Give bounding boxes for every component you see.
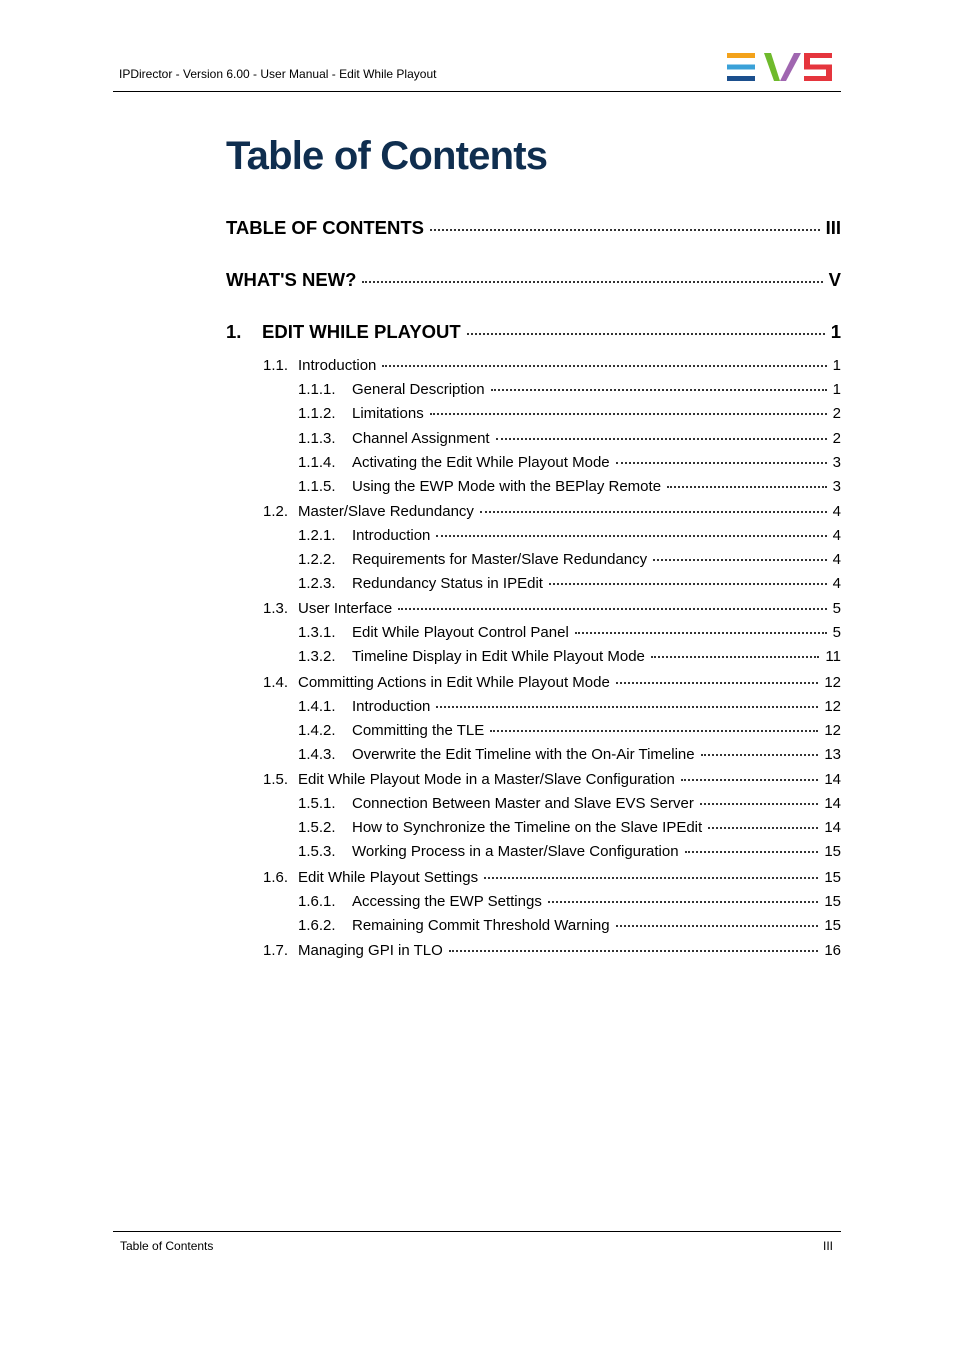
toc-entry-page: 14	[824, 795, 841, 812]
toc-entry-number: 1.1.	[263, 357, 289, 374]
dot-leader	[480, 511, 827, 513]
toc-entry-page: 4	[832, 527, 841, 544]
toc-entry-number: 1.6.	[263, 869, 289, 886]
toc-entry-page: 2	[832, 430, 841, 447]
toc-entry-number: 1.3.2.	[298, 648, 336, 665]
toc-entry-label: Master/Slave Redundancy	[298, 503, 474, 520]
toc-entry-number: 1.	[226, 321, 242, 342]
toc-entry[interactable]	[263, 771, 841, 788]
toc-entry-label: Remaining Commit Threshold Warning	[352, 917, 610, 934]
toc-entry[interactable]	[298, 624, 841, 641]
dot-leader	[681, 779, 818, 781]
toc-entry-label: Edit While Playout Mode in a Master/Slave Configuration	[298, 771, 675, 788]
toc-entry-label: Using the EWP Mode with the BEPlay Remote	[352, 478, 662, 495]
toc-entry-label: Committing the TLE	[352, 722, 485, 739]
toc-entry-label: Channel Assignment	[352, 430, 490, 447]
toc-entry-page: 15	[824, 893, 841, 910]
toc-entry-number: 1.6.2.	[298, 917, 336, 934]
toc-entry-label: General Description	[352, 381, 485, 398]
toc-entry-number: 1.3.1.	[298, 624, 336, 641]
toc-entry-page: V	[828, 269, 841, 290]
toc-entry-label: Introduction	[298, 357, 377, 374]
toc-entry-page: 14	[824, 771, 841, 788]
toc-entry-page: 12	[824, 674, 841, 691]
toc-entry-page: 1	[832, 381, 841, 398]
dot-leader	[616, 462, 827, 464]
toc-entry[interactable]	[263, 674, 841, 691]
toc-entry-number: 1.1.4.	[298, 454, 336, 471]
toc-entry-page: 1	[832, 357, 841, 374]
dot-leader	[491, 389, 827, 391]
toc-entry-page: 3	[832, 478, 841, 495]
dot-leader	[398, 608, 826, 610]
toc-entry-number: 1.5.1.	[298, 795, 336, 812]
toc-entry-number: 1.4.	[263, 674, 289, 691]
dot-leader	[616, 925, 819, 927]
page-title: Table of Contents	[226, 134, 548, 178]
toc-entry[interactable]	[298, 722, 841, 739]
page-footer	[113, 1231, 841, 1262]
toc-entry-page: 5	[832, 600, 841, 617]
toc-entry-number: 1.3.	[263, 600, 289, 617]
toc-entry[interactable]	[298, 795, 841, 812]
toc-entry-page: 1	[830, 321, 841, 342]
toc-entry-page: III	[825, 217, 841, 238]
toc-entry-label: EDIT WHILE PLAYOUT	[262, 321, 461, 342]
toc-entry-page: 4	[832, 551, 841, 568]
toc-entry[interactable]	[298, 843, 841, 860]
toc-entry-page: 15	[824, 869, 841, 886]
dot-leader	[653, 559, 827, 561]
toc-entry[interactable]	[226, 321, 841, 343]
dot-leader	[708, 827, 818, 829]
toc-entry-page: 3	[832, 454, 841, 471]
toc-entry-number: 1.4.3.	[298, 746, 336, 763]
toc-entry-label: Requirements for Master/Slave Redundancy	[352, 551, 648, 568]
dot-leader	[549, 583, 827, 585]
toc-entry[interactable]	[298, 551, 841, 568]
toc-entry-label: Committing Actions in Edit While Playout Mode	[298, 674, 610, 691]
toc-entry-page: 4	[832, 575, 841, 592]
toc-entry-page: 13	[824, 746, 841, 763]
toc-entry-label: Connection Between Master and Slave EVS Server	[352, 795, 694, 812]
toc-entry-label: Managing GPI in TLO	[298, 942, 443, 959]
toc-entry-page: 15	[824, 917, 841, 934]
toc-entry-label: Edit While Playout Control Panel	[352, 624, 569, 641]
toc-entry[interactable]	[263, 357, 841, 374]
dot-leader	[490, 730, 818, 732]
footer-section-title: Table of Contents	[120, 1239, 214, 1253]
dot-leader	[700, 803, 818, 805]
toc-entry-number: 1.1.3.	[298, 430, 336, 447]
page-header	[113, 48, 841, 92]
toc-entry[interactable]	[226, 217, 841, 239]
dot-leader	[362, 281, 822, 283]
toc-entry[interactable]	[298, 381, 841, 398]
toc-entry-number: 1.1.5.	[298, 478, 336, 495]
toc-entry[interactable]	[298, 648, 841, 665]
dot-leader	[430, 413, 827, 415]
toc-entry[interactable]	[298, 893, 841, 910]
toc-entry-number: 1.2.2.	[298, 551, 336, 568]
toc-entry-label: Activating the Edit While Playout Mode	[352, 454, 610, 471]
header-title: IPDirector - Version 6.00 - User Manual - Edit While Playout	[119, 67, 437, 81]
toc-entry-number: 1.2.3.	[298, 575, 336, 592]
dot-leader	[651, 656, 820, 658]
toc-entry[interactable]	[298, 405, 841, 422]
toc-entry[interactable]	[263, 869, 841, 886]
toc-entry-number: 1.5.2.	[298, 819, 336, 836]
toc-entry-page: 12	[824, 698, 841, 715]
toc-entry-page: 4	[832, 503, 841, 520]
dot-leader	[467, 333, 825, 335]
toc-entry-label: Introduction	[352, 698, 431, 715]
toc-entry[interactable]	[298, 746, 841, 763]
dot-leader	[667, 486, 827, 488]
dot-leader	[436, 706, 818, 708]
toc-entry[interactable]	[298, 819, 841, 836]
toc-entry-page: 15	[824, 843, 841, 860]
dot-leader	[382, 365, 826, 367]
toc-entry-label: Redundancy Status in IPEdit	[352, 575, 543, 592]
toc-entry[interactable]	[298, 575, 841, 592]
toc-entry-number: 1.2.	[263, 503, 289, 520]
toc-entry-label: TABLE OF CONTENTS	[226, 217, 425, 238]
toc-entry[interactable]	[298, 430, 841, 447]
toc-entry-label: User Interface	[298, 600, 393, 617]
dot-leader	[548, 901, 818, 903]
toc-entry-page: 14	[824, 819, 841, 836]
toc-entry-number: 1.1.2.	[298, 405, 336, 422]
toc-entry-number: 1.4.2.	[298, 722, 336, 739]
dot-leader	[685, 851, 819, 853]
toc-entry-label: Limitations	[352, 405, 424, 422]
toc-entry-number: 1.1.1.	[298, 381, 336, 398]
toc-entry-page: 12	[824, 722, 841, 739]
footer-page-number: III	[822, 1239, 833, 1253]
toc-entry-label: Timeline Display in Edit While Playout Mode	[352, 648, 645, 665]
toc-entry-number: 1.2.1.	[298, 527, 336, 544]
toc-entry-number: 1.7.	[263, 942, 289, 959]
toc-entry[interactable]	[298, 527, 841, 544]
dot-leader	[430, 229, 820, 231]
dot-leader	[436, 535, 826, 537]
toc-entry[interactable]	[298, 698, 841, 715]
dot-leader	[616, 682, 819, 684]
toc-entry[interactable]	[298, 917, 841, 934]
toc-entry[interactable]	[298, 478, 841, 495]
toc-entry-label: Working Process in a Master/Slave Configuration	[352, 843, 679, 860]
toc-entry[interactable]	[298, 454, 841, 471]
toc-entry-label: Edit While Playout Settings	[298, 869, 479, 886]
toc-entry-label: WHAT'S NEW?	[226, 269, 357, 290]
dot-leader	[496, 438, 827, 440]
toc-entry[interactable]	[263, 503, 841, 520]
toc-entry-number: 1.4.1.	[298, 698, 336, 715]
dot-leader	[484, 877, 818, 879]
toc-entry[interactable]	[263, 942, 841, 959]
toc-entry-label: How to Synchronize the Timeline on the Slave IPEdit	[352, 819, 703, 836]
toc-entry-number: 1.5.	[263, 771, 289, 788]
toc-entry-page: 2	[832, 405, 841, 422]
toc-entry[interactable]	[226, 269, 841, 291]
toc-entry-label: Accessing the EWP Settings	[352, 893, 542, 910]
toc-entry-label: Overwrite the Edit Timeline with the On-Air Timeline	[352, 746, 695, 763]
toc-entry-page: 5	[832, 624, 841, 641]
evs-logo	[727, 53, 833, 81]
dot-leader	[449, 950, 819, 952]
dot-leader	[575, 632, 827, 634]
toc-entry-label: Introduction	[352, 527, 431, 544]
toc-entry-page: 16	[824, 942, 841, 959]
toc-entry-number: 1.6.1.	[298, 893, 336, 910]
toc-entry-number: 1.5.3.	[298, 843, 336, 860]
toc-entry-page: 11	[825, 648, 841, 665]
toc-entry[interactable]	[263, 600, 841, 617]
dot-leader	[701, 754, 819, 756]
